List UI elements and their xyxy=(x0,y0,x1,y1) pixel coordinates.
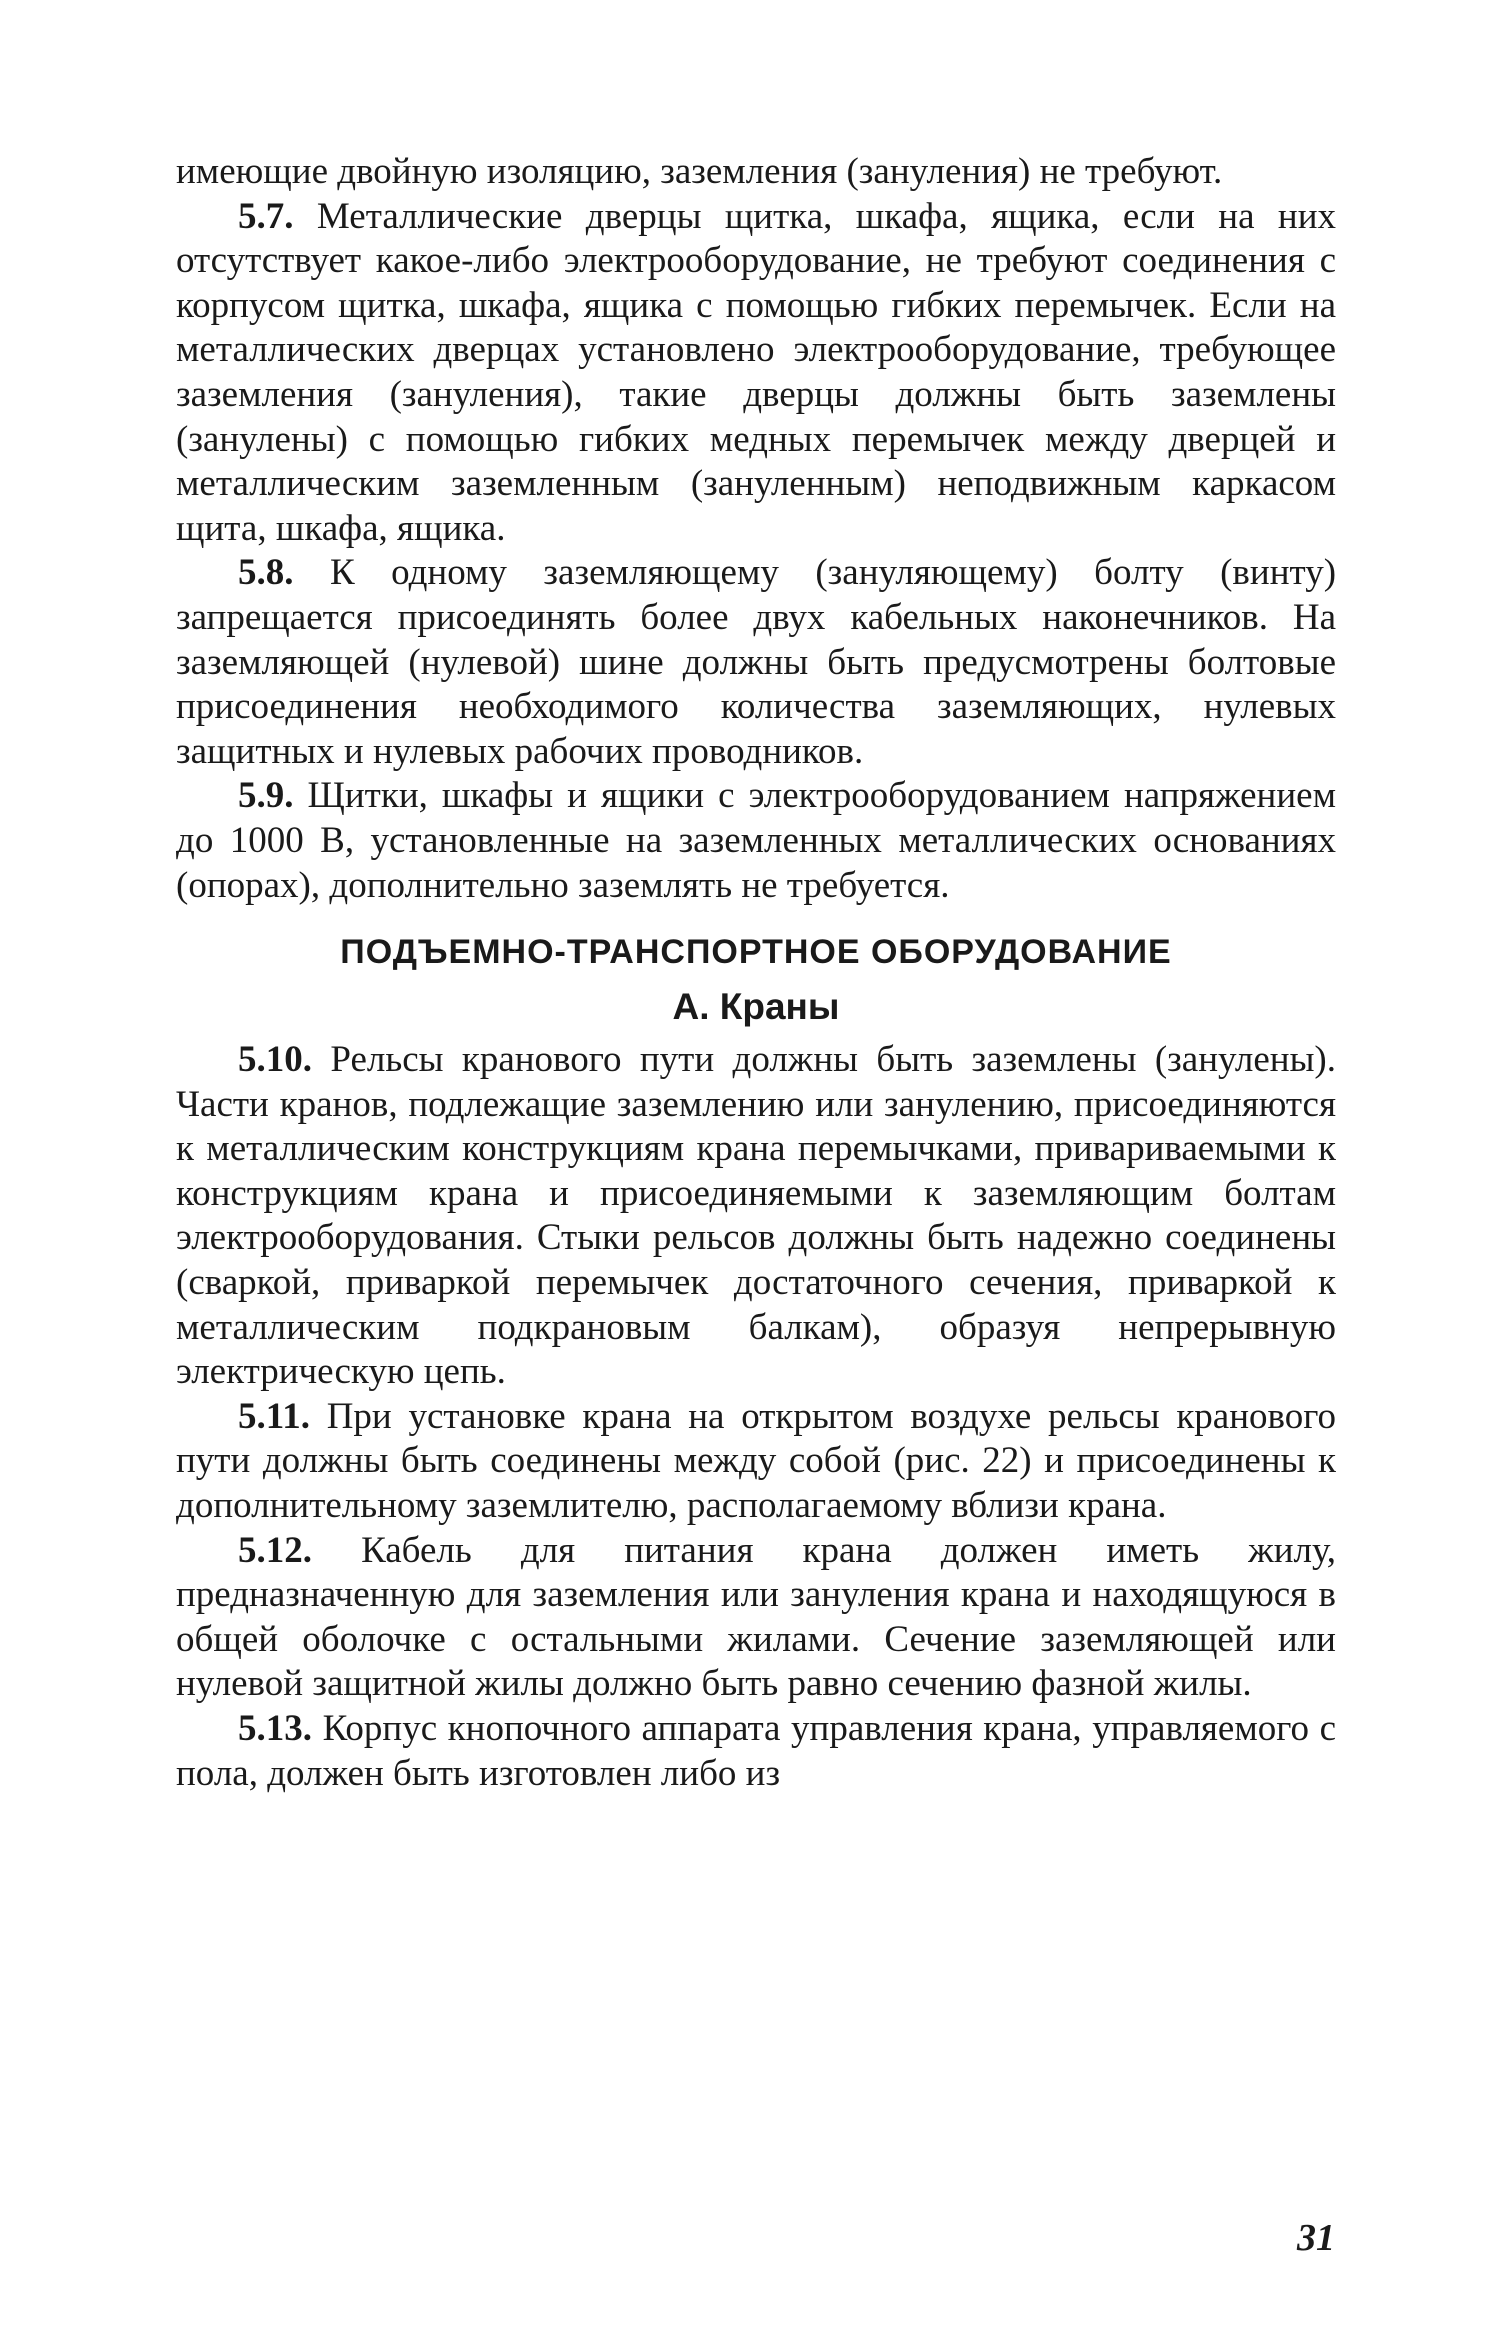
clause-number-5-12: 5.12. xyxy=(238,1529,312,1571)
paragraph-5-13-text: Корпус кнопочного аппарата управления крана, управляемого с пола, должен быть изготовлен либо из xyxy=(176,1708,1336,1794)
clause-number-5-10: 5.10. xyxy=(238,1039,312,1081)
paragraph-5-13 xyxy=(176,1707,1336,1796)
paragraph-5-10-text: Рельсы кранового пути должны быть заземлены (занулены). Части кранов, подлежащие заземлению или занулению, присоединяются к металлическим конструкциям крана перемычками, привариваемыми к конструкциям крана и присоединяемыми к заземляющим болтам электрооборудования. Стыки рельсов должны быть надежно соединены (сваркой, приваркой перемычек достаточного сечения, приваркой к металлическим подкрановым балкам), образуя непрерывную электрическую цепь. xyxy=(176,1039,1337,1393)
clause-number-5-8: 5.8. xyxy=(238,552,294,594)
paragraph-5-9-text: Щитки, шкафы и ящики с электрооборудованием напряжением до 1000 В, установленные на заземленных металлических основаниях (опорах), дополнительно заземлять не требуется. xyxy=(176,775,1336,906)
clause-number-5-9: 5.9. xyxy=(238,775,294,817)
paragraph-5-10 xyxy=(176,1038,1336,1395)
paragraph-5-12-text: Кабель для питания крана должен иметь жилу, предназначенную для заземления или зануления крана и находящуюся в общей оболочке с остальными жилами. Сечение заземляющей или нулевой защитной жилы должно быть равно сечению фазной жилы. xyxy=(176,1529,1336,1705)
body-text xyxy=(176,150,1336,1796)
page-number: 31 xyxy=(1297,2217,1335,2259)
paragraph-5-7 xyxy=(176,195,1336,552)
paragraph-5-9 xyxy=(176,774,1336,908)
clause-number-5-11: 5.11. xyxy=(238,1395,310,1437)
paragraph-5-8 xyxy=(176,551,1336,774)
paragraph-5-7-text: Металлические дверцы щитка, шкафа, ящика, если на них отсутствует какое-либо электрооборудование, не требуют соединения с корпусом щитка, шкафа, ящика с помощью гибких перемычек. Если на металлических дверцах установлено электрооборудование, требующее заземления (зануления), такие дверцы должны быть заземлены (занулены) с помощью гибких медных перемычек между дверцей и металлическим заземленным (зануленным) неподвижным каркасом щита, шкафа, ящика. xyxy=(176,195,1337,549)
section-heading: ПОДЪЕМНО-ТРАНСПОРТНОЕ ОБОРУДОВАНИЕ xyxy=(340,933,1172,972)
sub-heading: А. Краны xyxy=(672,986,840,1028)
clause-number-5-13: 5.13. xyxy=(238,1708,312,1749)
clause-number-5-7: 5.7. xyxy=(238,195,294,237)
paragraph-5-8-text: К одному заземляющему (зануляющему) болту (винту) запрещается присоединять более двух кабельных наконечников. На заземляющей (нулевой) шине должны быть предусмотрены болтовые присоединения необходимого количества заземляющих, нулевых защитных и нулевых рабочих проводников. xyxy=(176,552,1337,772)
paragraph-5-11 xyxy=(176,1395,1336,1529)
paragraph-5-11-text: При установке крана на открытом воздухе рельсы кранового пути должны быть соединены между собой (рис. 22) и присоединены к дополнительному заземлителю, располагаемому вблизи крана. xyxy=(176,1395,1336,1527)
paragraph-intro-text: имеющие двойную изоляцию, заземления (зануления) не требуют. xyxy=(176,151,1223,192)
paragraph-intro xyxy=(176,150,1336,195)
paragraph-5-12 xyxy=(176,1529,1336,1707)
